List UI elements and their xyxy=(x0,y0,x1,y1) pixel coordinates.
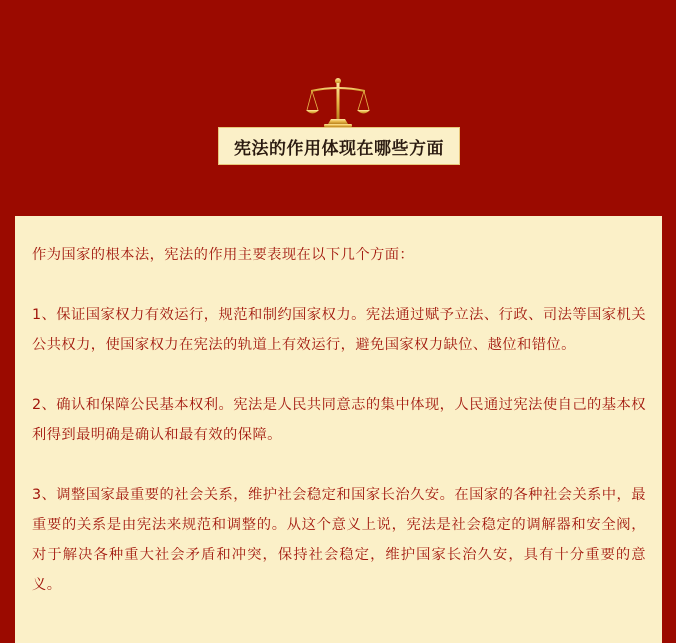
page-header xyxy=(0,0,676,216)
point-paragraph-1: 1、保证国家权力有效运行，规范和制约国家权力。宪法通过赋予立法、行政、司法等国家机关公共权力，使国家权力在宪法的轨道上有效运行，避免国家权力缺位、越位和错位。 xyxy=(32,307,646,353)
article-panel xyxy=(15,216,662,643)
title-banner xyxy=(218,127,460,165)
page-title: 宪法的作用体现在哪些方面 xyxy=(234,138,444,159)
scales-of-justice-icon xyxy=(305,77,371,129)
point-paragraph-2: 2、确认和保障公民基本权利。宪法是人民共同意志的集中体现，人民通过宪法使自己的基本权利得到最明确是确认和最有效的保障。 xyxy=(32,397,646,443)
point-paragraph-3: 3、调整国家最重要的社会关系，维护社会稳定和国家长治久安。在国家的各种社会关系中，最重要的关系是由宪法来规范和调整的。从这个意义上说，宪法是社会稳定的调解器和安全阀，对于解决各种重大社会矛盾和冲突，保持社会稳定，维护国家长治久安，具有十分重要的意义。 xyxy=(32,487,646,593)
intro-paragraph: 作为国家的根本法，宪法的作用主要表现在以下几个方面： xyxy=(32,247,415,263)
